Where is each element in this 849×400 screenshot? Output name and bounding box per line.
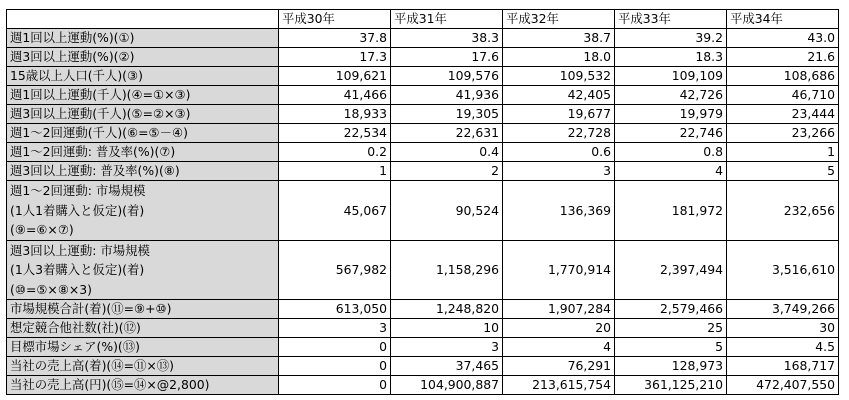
value-cell-h30[interactable]: 1 <box>279 162 391 181</box>
row-label-line: 週3回以上運動(%)(②) <box>10 49 135 65</box>
value-cell-h32[interactable]: 38.7 <box>503 29 615 48</box>
row-label-line: 週1～2回運動: 普及率(%)(⑦) <box>10 144 176 160</box>
table-row <box>7 376 839 395</box>
table-row <box>7 143 839 162</box>
value-cell-h32[interactable]: 3 <box>503 162 615 181</box>
value-cell-h30[interactable]: 37.8 <box>279 29 391 48</box>
row-label-line: (⑩=⑤×⑧×3) <box>10 281 93 297</box>
row-label-cell[interactable] <box>7 48 279 67</box>
value-cell-h34[interactable]: 4.5 <box>727 338 839 357</box>
row-label-cell[interactable] <box>7 124 279 143</box>
year-header-h30[interactable]: 平成30年 <box>279 10 391 29</box>
value-cell-h31[interactable]: 109,576 <box>391 67 503 86</box>
value-cell-h31[interactable]: 2 <box>391 162 503 181</box>
value-cell-h34[interactable]: 43.0 <box>727 29 839 48</box>
row-label-cell[interactable] <box>7 181 279 241</box>
row-label-line: (1人1着購入と仮定)(着) <box>10 202 145 218</box>
value-cell-h34[interactable]: 46,710 <box>727 86 839 105</box>
table-row <box>7 162 839 181</box>
value-cell-h30[interactable]: 0 <box>279 338 391 357</box>
row-label-line: 週1～2回運動: 市場規模 <box>10 183 146 198</box>
value-cell-h31[interactable]: 41,936 <box>391 86 503 105</box>
value-cell-h33[interactable]: 181,972 <box>615 181 727 241</box>
value-cell-h34[interactable]: 1 <box>727 143 839 162</box>
row-label-line: 週1回以上運動(千人)(④=①×③) <box>10 87 191 103</box>
value-cell-h33[interactable]: 5 <box>615 338 727 357</box>
table-row <box>7 86 839 105</box>
row-label-cell[interactable] <box>7 240 279 300</box>
value-cell-h34[interactable]: 472,407,550 <box>727 376 839 395</box>
table-row <box>7 357 839 376</box>
value-cell-h33[interactable]: 19,979 <box>615 105 727 124</box>
value-cell-h33[interactable]: 18.3 <box>615 48 727 67</box>
value-cell-h32[interactable]: 42,405 <box>503 86 615 105</box>
row-label-line: 目標市場シェア(%)(⑬) <box>10 339 140 355</box>
row-label-cell[interactable] <box>7 105 279 124</box>
value-cell-h32[interactable]: 213,615,754 <box>503 376 615 395</box>
value-cell-h33[interactable]: 42,726 <box>615 86 727 105</box>
value-cell-h33[interactable]: 22,746 <box>615 124 727 143</box>
value-cell-h31[interactable]: 19,305 <box>391 105 503 124</box>
value-cell-h32[interactable]: 0.6 <box>503 143 615 162</box>
value-cell-h33[interactable]: 128,973 <box>615 357 727 376</box>
value-cell-h32[interactable]: 19,677 <box>503 105 615 124</box>
row-label-line: (⑨=⑥×⑦) <box>10 222 74 237</box>
value-cell-h30[interactable]: 567,982 <box>279 240 391 300</box>
row-label-cell[interactable] <box>7 319 279 338</box>
value-cell-h31[interactable]: 37,465 <box>391 357 503 376</box>
value-cell-h31[interactable]: 3 <box>391 338 503 357</box>
value-cell-h32[interactable]: 1,770,914 <box>503 240 615 300</box>
table-row <box>7 48 839 67</box>
value-cell-h34[interactable]: 3,516,610 <box>727 240 839 300</box>
value-cell-h31[interactable]: 90,524 <box>391 181 503 241</box>
value-cell-h31[interactable]: 22,631 <box>391 124 503 143</box>
row-label-cell[interactable] <box>7 300 279 319</box>
value-cell-h34[interactable]: 5 <box>727 162 839 181</box>
value-cell-h31[interactable]: 1,158,296 <box>391 240 503 300</box>
market-size-table <box>6 9 839 395</box>
table-row <box>7 319 839 338</box>
value-cell-h34[interactable]: 23,444 <box>727 105 839 124</box>
value-cell-h34[interactable]: 108,686 <box>727 67 839 86</box>
value-cell-h32[interactable]: 1,907,284 <box>503 300 615 319</box>
row-label-line: 市場規模合計(着)(⑪=⑨+⑩) <box>10 301 172 317</box>
year-header-h32[interactable]: 平成32年 <box>503 10 615 29</box>
value-cell-h31[interactable]: 38.3 <box>391 29 503 48</box>
table-row <box>7 67 839 86</box>
row-label-line: 当社の売上高(着)(⑭=⑪×⑬) <box>10 358 175 374</box>
value-cell-h31[interactable]: 10 <box>391 319 503 338</box>
row-label-cell[interactable] <box>7 376 279 395</box>
row-label-cell[interactable] <box>7 67 279 86</box>
row-label-cell[interactable] <box>7 338 279 357</box>
value-cell-h33[interactable]: 2,397,494 <box>615 240 727 300</box>
table-row <box>7 338 839 357</box>
value-cell-h34[interactable]: 232,656 <box>727 181 839 241</box>
value-cell-h32[interactable]: 76,291 <box>503 357 615 376</box>
table-row <box>7 29 839 48</box>
table-row <box>7 240 839 300</box>
row-label-cell[interactable] <box>7 86 279 105</box>
value-cell-h30[interactable]: 0 <box>279 376 391 395</box>
value-cell-h30[interactable]: 3 <box>279 319 391 338</box>
value-cell-h30[interactable]: 18,933 <box>279 105 391 124</box>
value-cell-h31[interactable]: 104,900,887 <box>391 376 503 395</box>
value-cell-h30[interactable]: 613,050 <box>279 300 391 319</box>
row-label-line: 週3回以上運動: 普及率(%)(⑧) <box>10 163 180 179</box>
value-cell-h32[interactable]: 20 <box>503 319 615 338</box>
value-cell-h34[interactable]: 168,717 <box>727 357 839 376</box>
table-row <box>7 181 839 241</box>
row-label-cell[interactable] <box>7 357 279 376</box>
value-cell-h30[interactable]: 41,466 <box>279 86 391 105</box>
value-cell-h30[interactable]: 0.2 <box>279 143 391 162</box>
value-cell-h34[interactable]: 30 <box>727 319 839 338</box>
value-cell-h30[interactable]: 17.3 <box>279 48 391 67</box>
table-row <box>7 105 839 124</box>
value-cell-h32[interactable]: 136,369 <box>503 181 615 241</box>
row-label-line: 15歳以上人口(千人)(③) <box>10 68 143 84</box>
table-row <box>7 300 839 319</box>
value-cell-h34[interactable]: 3,749,266 <box>727 300 839 319</box>
value-cell-h32[interactable]: 22,728 <box>503 124 615 143</box>
corner-cell[interactable] <box>7 10 279 29</box>
row-label-cell[interactable] <box>7 162 279 181</box>
value-cell-h33[interactable]: 25 <box>615 319 727 338</box>
row-label-line: 週3回以上運動(千人)(⑤=②×③) <box>10 106 191 122</box>
row-label-line: (1人3着購入と仮定)(着) <box>10 262 145 277</box>
value-cell-h31[interactable]: 17.6 <box>391 48 503 67</box>
value-cell-h30[interactable]: 45,067 <box>279 181 391 241</box>
row-label-cell[interactable] <box>7 143 279 162</box>
row-label-line: 週1回以上運動(%)(①) <box>10 30 135 46</box>
value-cell-h33[interactable]: 361,125,210 <box>615 376 727 395</box>
value-cell-h32[interactable]: 18.0 <box>503 48 615 67</box>
row-label-line: 想定競合他社数(社)(⑫) <box>10 320 141 336</box>
value-cell-h33[interactable]: 4 <box>615 162 727 181</box>
year-header-h34[interactable]: 平成34年 <box>727 10 839 29</box>
row-label-cell[interactable] <box>7 29 279 48</box>
year-header-h33[interactable]: 平成33年 <box>615 10 727 29</box>
year-header-h31[interactable]: 平成31年 <box>391 10 503 29</box>
value-cell-h30[interactable]: 0 <box>279 357 391 376</box>
row-label-line: 当社の売上高(円)(⑮=⑭×@2,800) <box>10 377 210 393</box>
value-cell-h34[interactable]: 23,266 <box>727 124 839 143</box>
header-row <box>7 10 839 29</box>
value-cell-h31[interactable]: 1,248,820 <box>391 300 503 319</box>
row-label-line: 週3回以上運動: 市場規模 <box>10 242 150 258</box>
value-cell-h33[interactable]: 39.2 <box>615 29 727 48</box>
value-cell-h31[interactable]: 0.4 <box>391 143 503 162</box>
value-cell-h33[interactable]: 2,579,466 <box>615 300 727 319</box>
table-row <box>7 124 839 143</box>
row-label-line: 週1～2回運動(千人)(⑥=⑤－④) <box>10 125 188 141</box>
value-cell-h33[interactable]: 0.8 <box>615 143 727 162</box>
value-cell-h30[interactable]: 22,534 <box>279 124 391 143</box>
value-cell-h33[interactable]: 109,109 <box>615 67 727 86</box>
value-cell-h34[interactable]: 21.6 <box>727 48 839 67</box>
value-cell-h30[interactable]: 109,621 <box>279 67 391 86</box>
value-cell-h32[interactable]: 4 <box>503 338 615 357</box>
value-cell-h32[interactable]: 109,532 <box>503 67 615 86</box>
